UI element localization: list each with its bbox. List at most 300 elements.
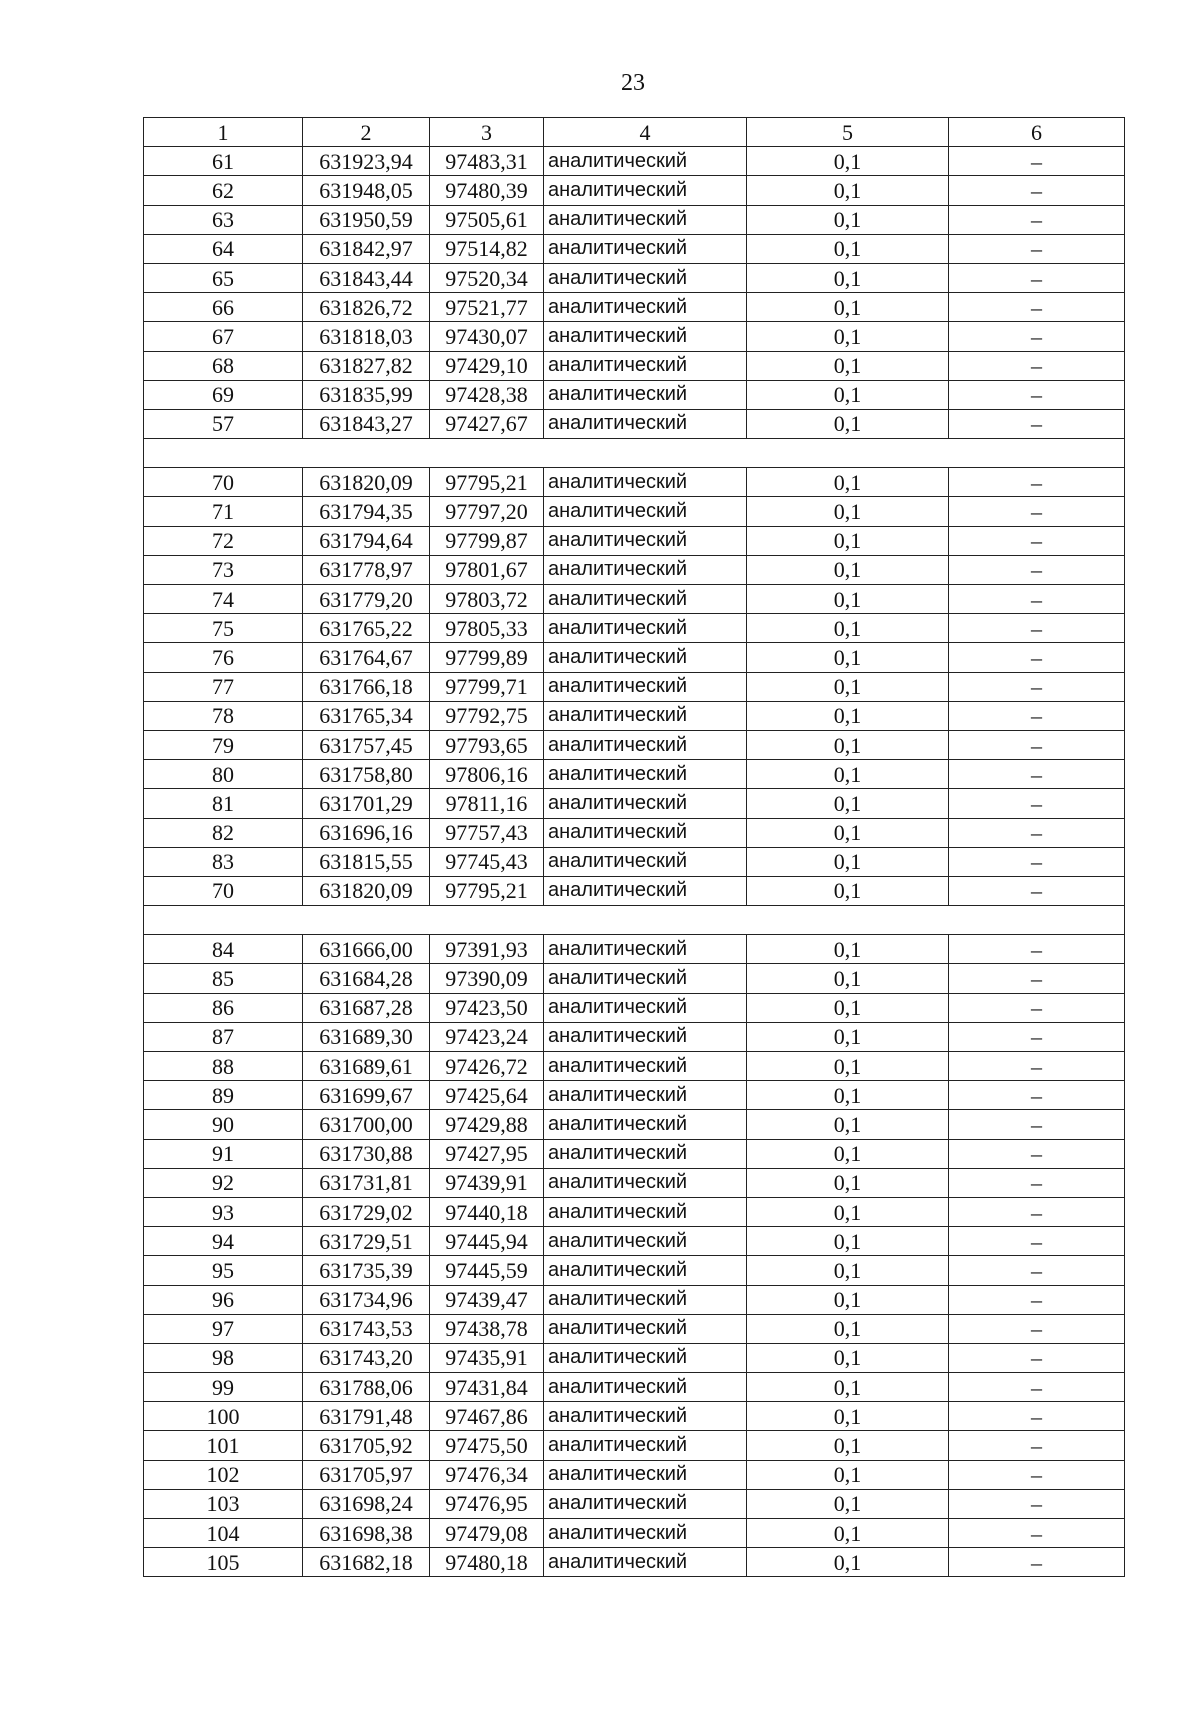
point-number-cell: 61 xyxy=(144,147,303,176)
x-coordinate-cell: 631779,20 xyxy=(303,585,430,614)
method-cell: аналитический xyxy=(544,176,747,205)
point-number-cell: 87 xyxy=(144,1022,303,1051)
point-number-cell: 97 xyxy=(144,1314,303,1343)
point-number-cell: 62 xyxy=(144,176,303,205)
x-coordinate-cell: 631827,82 xyxy=(303,351,430,380)
x-coordinate-cell: 631923,94 xyxy=(303,147,430,176)
x-coordinate-cell: 631843,44 xyxy=(303,263,430,292)
accuracy-cell: 0,1 xyxy=(747,1227,949,1256)
accuracy-cell: 0,1 xyxy=(747,1081,949,1110)
accuracy-cell: 0,1 xyxy=(747,1519,949,1548)
table-row xyxy=(144,701,1125,730)
point-number-cell: 99 xyxy=(144,1373,303,1402)
header-cell: 1 xyxy=(144,118,303,147)
table-row xyxy=(144,614,1125,643)
note-cell: – xyxy=(949,1139,1125,1168)
note-cell: – xyxy=(949,263,1125,292)
point-number-cell: 64 xyxy=(144,234,303,263)
method-cell: аналитический xyxy=(544,1022,747,1051)
y-coordinate-cell: 97429,88 xyxy=(430,1110,544,1139)
method-cell: аналитический xyxy=(544,760,747,789)
y-coordinate-cell: 97425,64 xyxy=(430,1081,544,1110)
point-number-cell: 66 xyxy=(144,293,303,322)
table-row xyxy=(144,935,1125,964)
x-coordinate-cell: 631743,53 xyxy=(303,1314,430,1343)
table-row xyxy=(144,1343,1125,1372)
point-number-cell: 100 xyxy=(144,1402,303,1431)
accuracy-cell: 0,1 xyxy=(747,1139,949,1168)
x-coordinate-cell: 631826,72 xyxy=(303,293,430,322)
method-cell: аналитический xyxy=(544,1052,747,1081)
point-number-cell: 57 xyxy=(144,409,303,438)
accuracy-cell: 0,1 xyxy=(747,760,949,789)
table-row xyxy=(144,555,1125,584)
table-row xyxy=(144,1402,1125,1431)
note-cell: – xyxy=(949,176,1125,205)
y-coordinate-cell: 97505,61 xyxy=(430,205,544,234)
accuracy-cell: 0,1 xyxy=(747,730,949,759)
y-coordinate-cell: 97480,18 xyxy=(430,1548,544,1577)
accuracy-cell: 0,1 xyxy=(747,1548,949,1577)
note-cell: – xyxy=(949,234,1125,263)
x-coordinate-cell: 631699,67 xyxy=(303,1081,430,1110)
accuracy-cell: 0,1 xyxy=(747,1489,949,1518)
point-number-cell: 98 xyxy=(144,1343,303,1372)
table-row xyxy=(144,205,1125,234)
y-coordinate-cell: 97806,16 xyxy=(430,760,544,789)
table-row xyxy=(144,760,1125,789)
x-coordinate-cell: 631815,55 xyxy=(303,847,430,876)
y-coordinate-cell: 97390,09 xyxy=(430,964,544,993)
table-row xyxy=(144,1519,1125,1548)
method-cell: аналитический xyxy=(544,964,747,993)
y-coordinate-cell: 97797,20 xyxy=(430,497,544,526)
x-coordinate-cell: 631758,80 xyxy=(303,760,430,789)
accuracy-cell: 0,1 xyxy=(747,322,949,351)
y-coordinate-cell: 97520,34 xyxy=(430,263,544,292)
table-row xyxy=(144,380,1125,409)
y-coordinate-cell: 97435,91 xyxy=(430,1343,544,1372)
accuracy-cell: 0,1 xyxy=(747,1285,949,1314)
accuracy-cell: 0,1 xyxy=(747,205,949,234)
y-coordinate-cell: 97811,16 xyxy=(430,789,544,818)
table-row xyxy=(144,643,1125,672)
point-number-cell: 68 xyxy=(144,351,303,380)
accuracy-cell: 0,1 xyxy=(747,1402,949,1431)
table-row xyxy=(144,1548,1125,1577)
y-coordinate-cell: 97430,07 xyxy=(430,322,544,351)
note-cell: – xyxy=(949,555,1125,584)
accuracy-cell: 0,1 xyxy=(747,1460,949,1489)
method-cell: аналитический xyxy=(544,1168,747,1197)
method-cell: аналитический xyxy=(544,1110,747,1139)
x-coordinate-cell: 631735,39 xyxy=(303,1256,430,1285)
method-cell: аналитический xyxy=(544,789,747,818)
table-row xyxy=(144,1168,1125,1197)
accuracy-cell: 0,1 xyxy=(747,789,949,818)
point-number-cell: 92 xyxy=(144,1168,303,1197)
accuracy-cell: 0,1 xyxy=(747,1256,949,1285)
accuracy-cell: 0,1 xyxy=(747,147,949,176)
point-number-cell: 75 xyxy=(144,614,303,643)
y-coordinate-cell: 97799,89 xyxy=(430,643,544,672)
point-number-cell: 73 xyxy=(144,555,303,584)
y-coordinate-cell: 97423,24 xyxy=(430,1022,544,1051)
accuracy-cell: 0,1 xyxy=(747,1197,949,1226)
point-number-cell: 69 xyxy=(144,380,303,409)
table-row xyxy=(144,1022,1125,1051)
accuracy-cell: 0,1 xyxy=(747,1168,949,1197)
x-coordinate-cell: 631950,59 xyxy=(303,205,430,234)
y-coordinate-cell: 97514,82 xyxy=(430,234,544,263)
method-cell: аналитический xyxy=(544,614,747,643)
method-cell: аналитический xyxy=(544,1548,747,1577)
accuracy-cell: 0,1 xyxy=(747,818,949,847)
point-number-cell: 82 xyxy=(144,818,303,847)
point-number-cell: 67 xyxy=(144,322,303,351)
y-coordinate-cell: 97521,77 xyxy=(430,293,544,322)
accuracy-cell: 0,1 xyxy=(747,176,949,205)
accuracy-cell: 0,1 xyxy=(747,847,949,876)
y-coordinate-cell: 97467,86 xyxy=(430,1402,544,1431)
method-cell: аналитический xyxy=(544,672,747,701)
table-row xyxy=(144,176,1125,205)
note-cell: – xyxy=(949,380,1125,409)
point-number-cell: 102 xyxy=(144,1460,303,1489)
note-cell: – xyxy=(949,847,1125,876)
method-cell: аналитический xyxy=(544,1314,747,1343)
accuracy-cell: 0,1 xyxy=(747,468,949,497)
table-row xyxy=(144,1489,1125,1518)
y-coordinate-cell: 97440,18 xyxy=(430,1197,544,1226)
method-cell: аналитический xyxy=(544,526,747,555)
note-cell: – xyxy=(949,876,1125,905)
table-row xyxy=(144,1110,1125,1139)
note-cell: – xyxy=(949,1402,1125,1431)
y-coordinate-cell: 97426,72 xyxy=(430,1052,544,1081)
y-coordinate-cell: 97439,91 xyxy=(430,1168,544,1197)
y-coordinate-cell: 97795,21 xyxy=(430,876,544,905)
y-coordinate-cell: 97803,72 xyxy=(430,585,544,614)
accuracy-cell: 0,1 xyxy=(747,1052,949,1081)
point-number-cell: 94 xyxy=(144,1227,303,1256)
table-row xyxy=(144,585,1125,614)
accuracy-cell: 0,1 xyxy=(747,351,949,380)
method-cell: аналитический xyxy=(544,468,747,497)
x-coordinate-cell: 631734,96 xyxy=(303,1285,430,1314)
point-number-cell: 105 xyxy=(144,1548,303,1577)
note-cell: – xyxy=(949,1314,1125,1343)
y-coordinate-cell: 97792,75 xyxy=(430,701,544,730)
note-cell: – xyxy=(949,1460,1125,1489)
method-cell: аналитический xyxy=(544,1139,747,1168)
method-cell: аналитический xyxy=(544,1256,747,1285)
y-coordinate-cell: 97795,21 xyxy=(430,468,544,497)
table-row xyxy=(144,1227,1125,1256)
note-cell: – xyxy=(949,789,1125,818)
x-coordinate-cell: 631791,48 xyxy=(303,1402,430,1431)
x-coordinate-cell: 631698,38 xyxy=(303,1519,430,1548)
x-coordinate-cell: 631820,09 xyxy=(303,876,430,905)
header-cell: 3 xyxy=(430,118,544,147)
point-number-cell: 85 xyxy=(144,964,303,993)
point-number-cell: 95 xyxy=(144,1256,303,1285)
table-row xyxy=(144,1460,1125,1489)
point-number-cell: 80 xyxy=(144,760,303,789)
x-coordinate-cell: 631689,30 xyxy=(303,1022,430,1051)
x-coordinate-cell: 631765,22 xyxy=(303,614,430,643)
x-coordinate-cell: 631698,24 xyxy=(303,1489,430,1518)
note-cell: – xyxy=(949,1227,1125,1256)
point-number-cell: 77 xyxy=(144,672,303,701)
y-coordinate-cell: 97391,93 xyxy=(430,935,544,964)
table-row xyxy=(144,876,1125,905)
method-cell: аналитический xyxy=(544,1402,747,1431)
x-coordinate-cell: 631794,35 xyxy=(303,497,430,526)
accuracy-cell: 0,1 xyxy=(747,1110,949,1139)
note-cell: – xyxy=(949,1343,1125,1372)
table-row xyxy=(144,993,1125,1022)
accuracy-cell: 0,1 xyxy=(747,234,949,263)
table-row xyxy=(144,1139,1125,1168)
note-cell: – xyxy=(949,293,1125,322)
table-header-row xyxy=(144,118,1125,147)
x-coordinate-cell: 631778,97 xyxy=(303,555,430,584)
x-coordinate-cell: 631794,64 xyxy=(303,526,430,555)
point-number-cell: 101 xyxy=(144,1431,303,1460)
accuracy-cell: 0,1 xyxy=(747,1431,949,1460)
note-cell: – xyxy=(949,497,1125,526)
x-coordinate-cell: 631730,88 xyxy=(303,1139,430,1168)
table-row xyxy=(144,263,1125,292)
table-row xyxy=(144,293,1125,322)
note-cell: – xyxy=(949,701,1125,730)
note-cell: – xyxy=(949,964,1125,993)
y-coordinate-cell: 97757,43 xyxy=(430,818,544,847)
accuracy-cell: 0,1 xyxy=(747,555,949,584)
table-row xyxy=(144,234,1125,263)
point-number-cell: 76 xyxy=(144,643,303,672)
y-coordinate-cell: 97476,34 xyxy=(430,1460,544,1489)
method-cell: аналитический xyxy=(544,1081,747,1110)
note-cell: – xyxy=(949,760,1125,789)
x-coordinate-cell: 631689,61 xyxy=(303,1052,430,1081)
accuracy-cell: 0,1 xyxy=(747,380,949,409)
table-row xyxy=(144,1197,1125,1226)
table-row xyxy=(144,818,1125,847)
point-number-cell: 71 xyxy=(144,497,303,526)
accuracy-cell: 0,1 xyxy=(747,1373,949,1402)
note-cell: – xyxy=(949,205,1125,234)
table-row xyxy=(144,409,1125,438)
x-coordinate-cell: 631757,45 xyxy=(303,730,430,759)
table-row xyxy=(144,526,1125,555)
x-coordinate-cell: 631818,03 xyxy=(303,322,430,351)
note-cell: – xyxy=(949,1489,1125,1518)
method-cell: аналитический xyxy=(544,497,747,526)
method-cell: аналитический xyxy=(544,205,747,234)
method-cell: аналитический xyxy=(544,818,747,847)
y-coordinate-cell: 97428,38 xyxy=(430,380,544,409)
x-coordinate-cell: 631820,09 xyxy=(303,468,430,497)
method-cell: аналитический xyxy=(544,1227,747,1256)
accuracy-cell: 0,1 xyxy=(747,876,949,905)
note-cell: – xyxy=(949,730,1125,759)
y-coordinate-cell: 97429,10 xyxy=(430,351,544,380)
method-cell: аналитический xyxy=(544,263,747,292)
header-cell: 5 xyxy=(747,118,949,147)
x-coordinate-cell: 631729,51 xyxy=(303,1227,430,1256)
x-coordinate-cell: 631766,18 xyxy=(303,672,430,701)
x-coordinate-cell: 631731,81 xyxy=(303,1168,430,1197)
method-cell: аналитический xyxy=(544,643,747,672)
note-cell: – xyxy=(949,1081,1125,1110)
note-cell: – xyxy=(949,1168,1125,1197)
point-number-cell: 83 xyxy=(144,847,303,876)
table-row xyxy=(144,351,1125,380)
table-row xyxy=(144,322,1125,351)
header-cell: 6 xyxy=(949,118,1125,147)
separator-cell xyxy=(144,906,1125,935)
point-number-cell: 86 xyxy=(144,993,303,1022)
point-number-cell: 70 xyxy=(144,468,303,497)
y-coordinate-cell: 97801,67 xyxy=(430,555,544,584)
x-coordinate-cell: 631764,67 xyxy=(303,643,430,672)
group-separator-row xyxy=(144,439,1125,468)
accuracy-cell: 0,1 xyxy=(747,585,949,614)
accuracy-cell: 0,1 xyxy=(747,672,949,701)
header-cell: 2 xyxy=(303,118,430,147)
note-cell: – xyxy=(949,993,1125,1022)
note-cell: – xyxy=(949,585,1125,614)
note-cell: – xyxy=(949,1197,1125,1226)
accuracy-cell: 0,1 xyxy=(747,293,949,322)
point-number-cell: 84 xyxy=(144,935,303,964)
table-row xyxy=(144,964,1125,993)
table-row xyxy=(144,1285,1125,1314)
x-coordinate-cell: 631835,99 xyxy=(303,380,430,409)
x-coordinate-cell: 631687,28 xyxy=(303,993,430,1022)
y-coordinate-cell: 97445,94 xyxy=(430,1227,544,1256)
method-cell: аналитический xyxy=(544,993,747,1022)
accuracy-cell: 0,1 xyxy=(747,263,949,292)
method-cell: аналитический xyxy=(544,876,747,905)
x-coordinate-cell: 631788,06 xyxy=(303,1373,430,1402)
note-cell: – xyxy=(949,1373,1125,1402)
x-coordinate-cell: 631948,05 xyxy=(303,176,430,205)
x-coordinate-cell: 631700,00 xyxy=(303,1110,430,1139)
table-row xyxy=(144,1052,1125,1081)
x-coordinate-cell: 631684,28 xyxy=(303,964,430,993)
table-row xyxy=(144,147,1125,176)
method-cell: аналитический xyxy=(544,1431,747,1460)
point-number-cell: 96 xyxy=(144,1285,303,1314)
y-coordinate-cell: 97479,08 xyxy=(430,1519,544,1548)
method-cell: аналитический xyxy=(544,380,747,409)
method-cell: аналитический xyxy=(544,1489,747,1518)
group-separator-row xyxy=(144,906,1125,935)
note-cell: – xyxy=(949,1548,1125,1577)
separator-cell xyxy=(144,439,1125,468)
x-coordinate-cell: 631696,16 xyxy=(303,818,430,847)
point-number-cell: 103 xyxy=(144,1489,303,1518)
point-number-cell: 104 xyxy=(144,1519,303,1548)
method-cell: аналитический xyxy=(544,293,747,322)
y-coordinate-cell: 97483,31 xyxy=(430,147,544,176)
point-number-cell: 89 xyxy=(144,1081,303,1110)
coordinates-table xyxy=(143,117,1125,1577)
table-row xyxy=(144,789,1125,818)
accuracy-cell: 0,1 xyxy=(747,1343,949,1372)
x-coordinate-cell: 631666,00 xyxy=(303,935,430,964)
method-cell: аналитический xyxy=(544,351,747,380)
method-cell: аналитический xyxy=(544,1373,747,1402)
method-cell: аналитический xyxy=(544,409,747,438)
x-coordinate-cell: 631682,18 xyxy=(303,1548,430,1577)
x-coordinate-cell: 631729,02 xyxy=(303,1197,430,1226)
note-cell: – xyxy=(949,147,1125,176)
x-coordinate-cell: 631701,29 xyxy=(303,789,430,818)
note-cell: – xyxy=(949,351,1125,380)
y-coordinate-cell: 97427,67 xyxy=(430,409,544,438)
accuracy-cell: 0,1 xyxy=(747,964,949,993)
point-number-cell: 78 xyxy=(144,701,303,730)
accuracy-cell: 0,1 xyxy=(747,1022,949,1051)
method-cell: аналитический xyxy=(544,847,747,876)
note-cell: – xyxy=(949,526,1125,555)
method-cell: аналитический xyxy=(544,1197,747,1226)
y-coordinate-cell: 97423,50 xyxy=(430,993,544,1022)
method-cell: аналитический xyxy=(544,935,747,964)
note-cell: – xyxy=(949,1022,1125,1051)
note-cell: – xyxy=(949,1519,1125,1548)
x-coordinate-cell: 631765,34 xyxy=(303,701,430,730)
x-coordinate-cell: 631843,27 xyxy=(303,409,430,438)
accuracy-cell: 0,1 xyxy=(747,993,949,1022)
point-number-cell: 79 xyxy=(144,730,303,759)
y-coordinate-cell: 97445,59 xyxy=(430,1256,544,1285)
table-row xyxy=(144,730,1125,759)
method-cell: аналитический xyxy=(544,1343,747,1372)
method-cell: аналитический xyxy=(544,1519,747,1548)
note-cell: – xyxy=(949,1110,1125,1139)
table-row xyxy=(144,497,1125,526)
method-cell: аналитический xyxy=(544,730,747,759)
y-coordinate-cell: 97793,65 xyxy=(430,730,544,759)
point-number-cell: 93 xyxy=(144,1197,303,1226)
y-coordinate-cell: 97476,95 xyxy=(430,1489,544,1518)
table-row xyxy=(144,1431,1125,1460)
y-coordinate-cell: 97745,43 xyxy=(430,847,544,876)
accuracy-cell: 0,1 xyxy=(747,1314,949,1343)
note-cell: – xyxy=(949,1431,1125,1460)
method-cell: аналитический xyxy=(544,1460,747,1489)
method-cell: аналитический xyxy=(544,322,747,351)
y-coordinate-cell: 97480,39 xyxy=(430,176,544,205)
y-coordinate-cell: 97799,87 xyxy=(430,526,544,555)
note-cell: – xyxy=(949,1285,1125,1314)
point-number-cell: 74 xyxy=(144,585,303,614)
table-row xyxy=(144,1256,1125,1285)
accuracy-cell: 0,1 xyxy=(747,701,949,730)
accuracy-cell: 0,1 xyxy=(747,935,949,964)
x-coordinate-cell: 631705,97 xyxy=(303,1460,430,1489)
note-cell: – xyxy=(949,672,1125,701)
table-row xyxy=(144,847,1125,876)
method-cell: аналитический xyxy=(544,1285,747,1314)
note-cell: – xyxy=(949,935,1125,964)
note-cell: – xyxy=(949,818,1125,847)
